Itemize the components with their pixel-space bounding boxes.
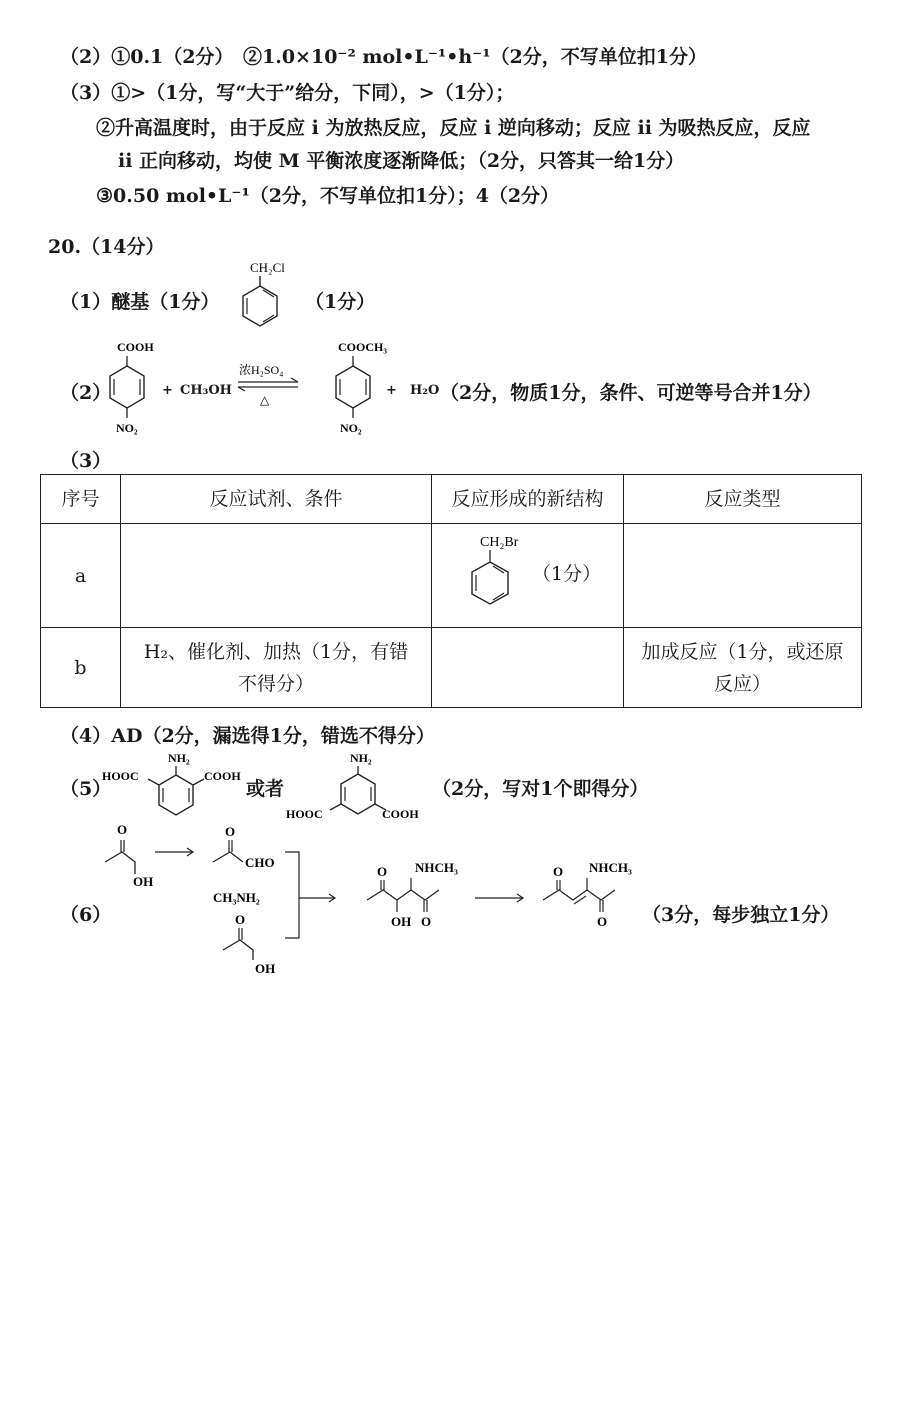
table-header: 反应形成的新结构 (432, 475, 624, 524)
part-5-note: （2分，写对1个即得分） (432, 778, 649, 800)
hydroxyacetone-structure (105, 822, 153, 889)
no2-label-product: NO₂ (340, 421, 362, 435)
reversible-arrow (236, 360, 300, 410)
cho-label: CHO (245, 855, 275, 870)
row-id: a (41, 524, 121, 628)
nh2-label: NH₂ (168, 751, 190, 765)
reagent-cell (121, 628, 432, 708)
answer-line-3: （3）①>（1分，写“大于”给分，下同），>（1分）； (60, 82, 515, 104)
water-label: H₂O (410, 383, 440, 398)
answer-line-3-2b: ii 正向移动，均使 M 平衡浓度逐渐降低；（2分，只答其一给1分） (118, 150, 685, 172)
oh-label: OH (255, 961, 276, 976)
nitrobenzoic-acid-structure (92, 336, 162, 440)
cooh-label: COOH (117, 340, 154, 354)
answer-line-3-2a: ②升高温度时，由于反应 i 为放热反应，反应 i 逆向移动；反应 ii 为吸热反应，反应 (96, 117, 811, 139)
structure-cell (432, 524, 624, 628)
plus-sign-1: + (162, 383, 173, 398)
nh2-label: NH₂ (350, 751, 372, 765)
or-word: 或者 (246, 778, 285, 800)
hooc-label: HOOC (102, 769, 139, 783)
aminophthalic-acid-structure (100, 748, 250, 820)
oxygen-label: O (377, 864, 388, 879)
part-2-label: （2） (60, 382, 112, 404)
type-line-1: 加成反应（1分，或还原 (641, 640, 844, 663)
oxygen-label: O (225, 824, 236, 839)
reagent-line-1: H₂、催化剂、加热（1分，有错 (143, 640, 409, 663)
reagent-cell (121, 524, 432, 628)
oxygen-label: O (421, 914, 432, 929)
answer-line-3-3: ③0.50 mol•L⁻¹（2分，不写单位扣1分）；4（2分） (96, 185, 560, 207)
table-row (41, 524, 862, 628)
type-cell (624, 524, 862, 628)
reagent-line-2: 不得分） (237, 672, 314, 695)
benzyl-chloride-substituent: CH₂Cl (250, 260, 285, 275)
nhch3-label: NHCH₃ (589, 860, 632, 875)
synthesis-route-diagram (95, 818, 685, 984)
methylglyoxal-structure (213, 824, 275, 870)
cooh-label: COOH (204, 769, 241, 783)
table-header: 序号 (41, 475, 121, 524)
condition-acid: 浓H₂SO₄ (239, 363, 284, 377)
benzyl-bromide-substituent: CH₂Br (480, 534, 519, 550)
answer-table (40, 474, 862, 708)
aminoisophthalic-acid-structure (282, 748, 430, 828)
oxygen-label: O (597, 914, 608, 929)
table-header: 反应类型 (624, 475, 862, 524)
benzyl-bromide-structure (452, 532, 532, 624)
type-line-2: 反应） (713, 672, 771, 695)
product-structure (543, 860, 632, 929)
structure-cell (432, 628, 624, 708)
part-1-label: （1）醚基（1分） (60, 291, 220, 313)
hydroxyacetone-structure-2 (223, 912, 275, 976)
benzyl-chloride-structure (228, 258, 298, 330)
oxygen-label: O (117, 822, 128, 837)
plus-sign-2: + (386, 383, 397, 398)
type-cell (624, 628, 862, 708)
table-row (41, 628, 862, 708)
methanol-label: CH₃OH (180, 383, 232, 398)
nhch3-label: NHCH₃ (415, 860, 458, 875)
row-id: b (41, 628, 121, 708)
hooc-label: HOOC (286, 807, 323, 821)
question-20-header: 20.（14分） (48, 236, 165, 258)
structure-score: （1分） (532, 562, 602, 585)
part-3-label: （3） (60, 450, 112, 472)
oxygen-label: O (553, 864, 564, 879)
methylamine-label: CH₃NH₂ (213, 890, 260, 905)
oh-label: OH (133, 874, 154, 889)
part-4-answer: （4）AD（2分，漏选得1分，错选不得分） (60, 725, 435, 747)
table-header: 反应试剂、条件 (121, 475, 432, 524)
oh-label: OH (391, 914, 412, 929)
part-1-score: （1分） (305, 291, 376, 313)
part-6-label: （6） (60, 904, 112, 926)
intermediate-structure (367, 860, 458, 929)
oxygen-label: O (235, 912, 246, 927)
no2-label: NO₂ (116, 421, 138, 435)
cooch3-label: COOCH₃ (338, 340, 387, 354)
condition-heat: △ (260, 393, 270, 407)
table-header-row (41, 475, 862, 524)
part-6-note: （3分，每步独立1分） (642, 904, 840, 926)
part-5-label: （5） (60, 778, 112, 800)
part-2-note: （2分，物质1分，条件、可逆等号合并1分） (440, 382, 822, 404)
cooh-label: COOH (382, 807, 419, 821)
answer-line-2: （2）①0.1（2分） ②1.0×10⁻² mol•L⁻¹•h⁻¹（2分，不写单位扣1分） (60, 46, 707, 68)
